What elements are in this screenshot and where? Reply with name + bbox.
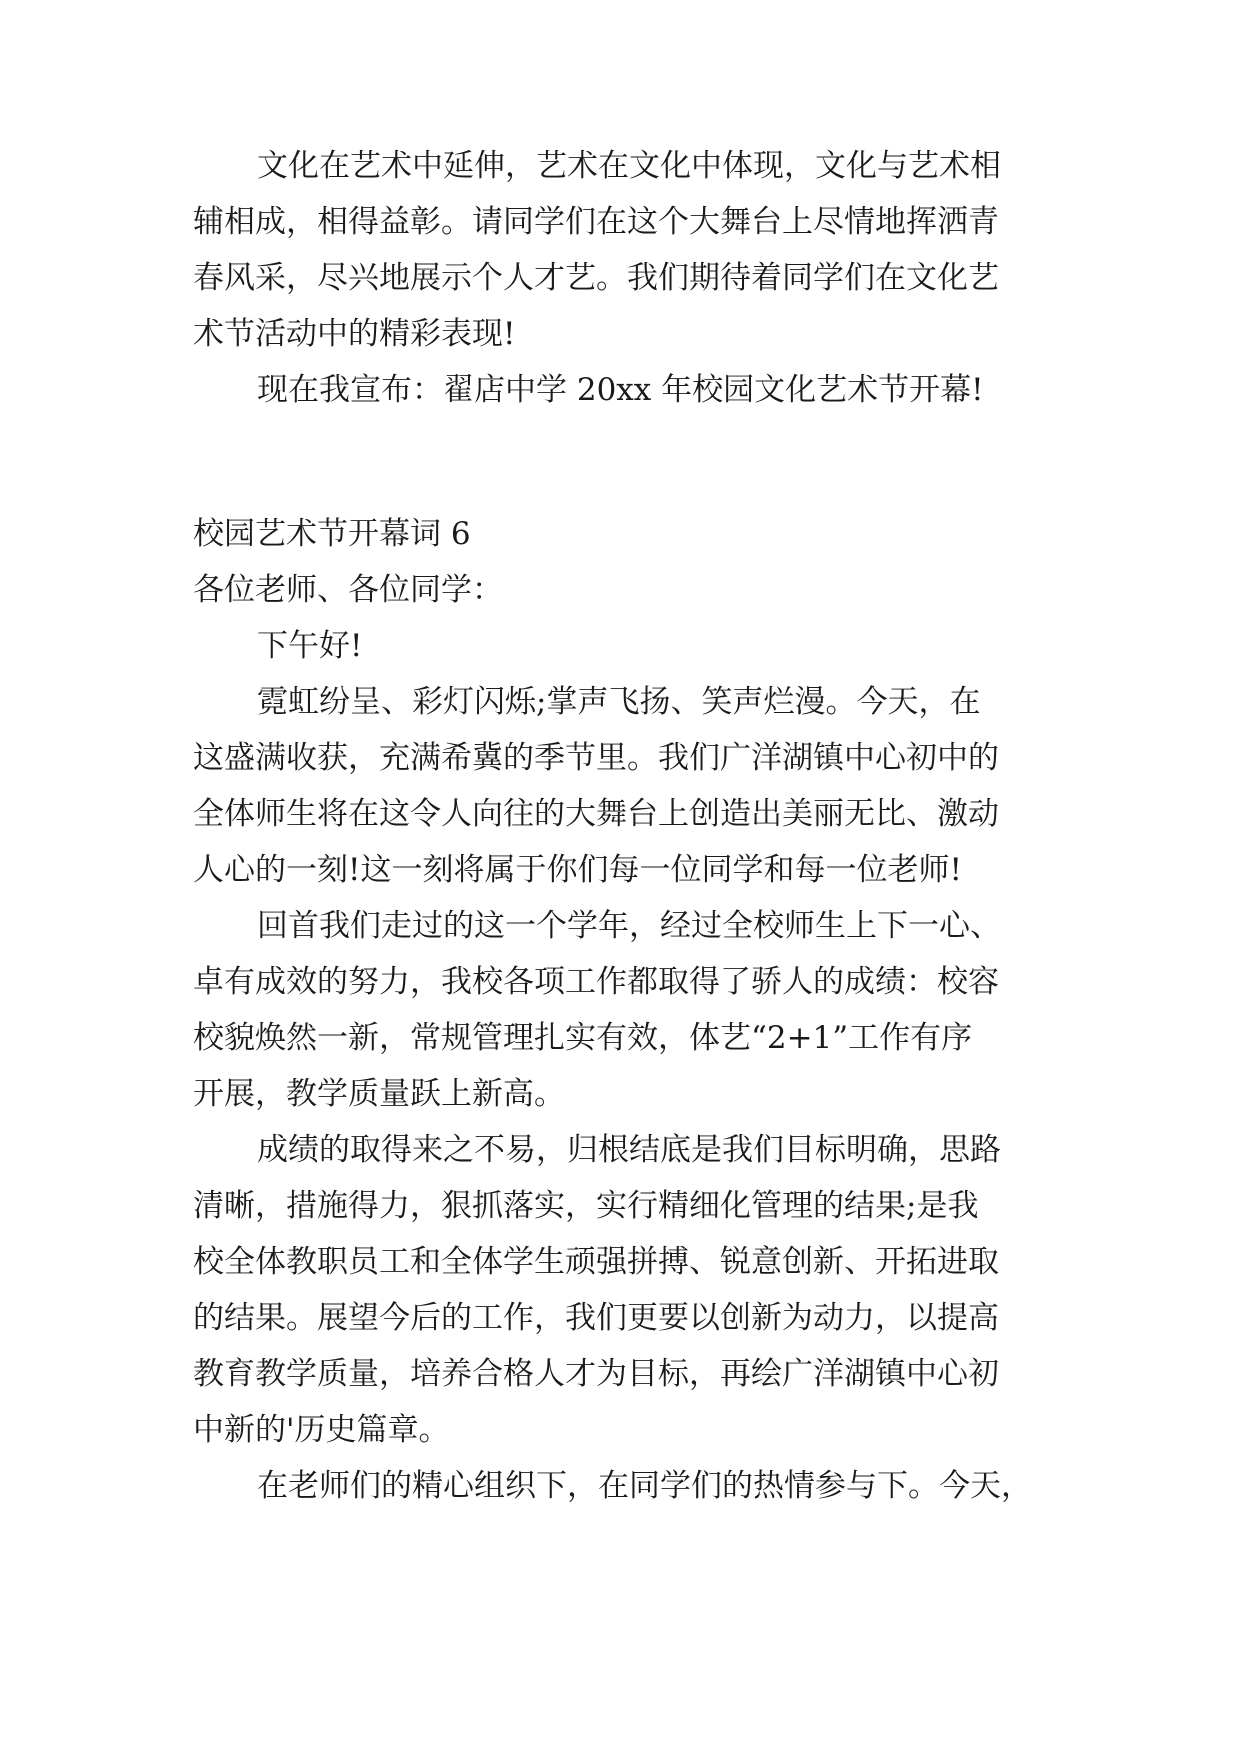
paragraph-line: 春风采，尽兴地展示个人才艺。我们期待着同学们在文化艺 — [193, 260, 999, 296]
paragraph-line: 霓虹纷呈、彩灯闪烁;掌声飞扬、笑声烂漫。今天，在 — [257, 684, 981, 720]
paragraph-line: 教育教学质量，培养合格人才为目标，再绘广洋湖镇中心初 — [193, 1356, 999, 1392]
greeting: 下午好! — [257, 628, 363, 664]
paragraph-line: 文化在艺术中延伸，艺术在文化中体现，文化与艺术相 — [257, 148, 1001, 184]
closing-paragraphs — [193, 138, 1053, 418]
speech-6 — [193, 506, 1053, 1514]
section-title: 校园艺术节开幕词 6 — [193, 516, 471, 552]
paragraph-line: 校貌焕然一新，常规管理扎实有效，体艺“2+1”工作有序 — [193, 1020, 973, 1056]
paragraph-line: 现在我宣布：翟店中学 20xx 年校园文化艺术节开幕! — [257, 372, 984, 408]
salutation: 各位老师、各位同学： — [193, 572, 503, 608]
paragraph-line: 卓有成效的努力，我校各项工作都取得了骄人的成绩：校容 — [193, 964, 999, 1000]
paragraph-line: 成绩的取得来之不易，归根结底是我们目标明确，思路 — [257, 1132, 1001, 1168]
paragraph-line: 开展，教学质量跃上新高。 — [193, 1076, 565, 1112]
paragraph-line: 的结果。展望今后的工作，我们更要以创新为动力，以提高 — [193, 1300, 999, 1336]
paragraph-line: 辅相成，相得益彰。请同学们在这个大舞台上尽情地挥洒青 — [193, 204, 999, 240]
paragraph-line: 这盛满收获，充满希冀的季节里。我们广洋湖镇中心初中的 — [193, 740, 999, 776]
paragraph-line: 中新的'历史篇章。 — [193, 1412, 450, 1448]
paragraph-line: 全体师生将在这令人向往的大舞台上创造出美丽无比、激动 — [193, 796, 999, 832]
paragraph-line: 回首我们走过的这一个学年，经过全校师生上下一心、 — [257, 908, 1001, 944]
paragraph-line: 在老师们的精心组织下，在同学们的热情参与下。今天， — [257, 1468, 1032, 1504]
paragraph-line: 清晰，措施得力，狠抓落实，实行精细化管理的结果;是我 — [193, 1188, 979, 1224]
paragraph-line: 校全体教职员工和全体学生顽强拼搏、锐意创新、开拓进取 — [193, 1244, 999, 1280]
paragraph-line: 术节活动中的精彩表现! — [193, 316, 516, 352]
paragraph-line: 人心的一刻!这一刻将属于你们每一位同学和每一位老师! — [193, 852, 962, 888]
